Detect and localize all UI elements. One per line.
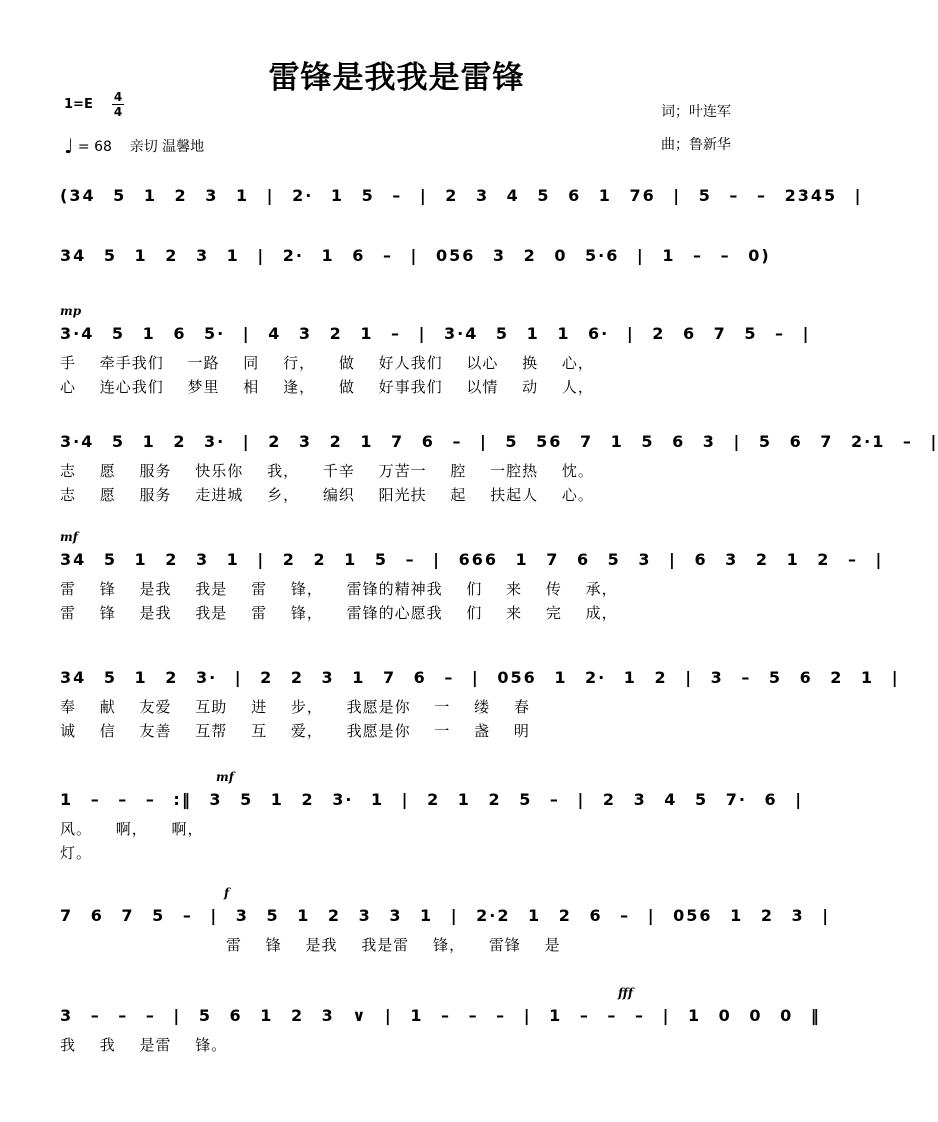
lyric-line-2: 诚 信 友善 互帮 互 爱， 我愿是你 一 盏 明 [60,722,530,740]
lyric-line-1: 雷 锋 是我 我是雷 锋， 雷锋 是 [226,936,561,954]
score-system [46,986,821,1110]
lyric-line-2: 志 愿 服务 走进城 乡， 编织 阳光扶 起 扶起人 心。 [60,486,594,504]
notation-line: 34 5 1 2 3 1 | 2 2 1 5 – | 666 1 7 6 5 3 | 6 3 2 1 2 – | [60,550,884,569]
notation-line: 3·4 5 1 2 3· | 2 3 2 1 7 6 – | 5 56 7 1 5 6 3 | 5 6 7 2·1 – | [60,432,938,451]
song-title: 雷锋是我我是雷锋 [268,60,525,96]
lyric-line-1: 风。 啊， 啊， [60,820,204,838]
dynamic-marking: mp [60,304,82,318]
notation-line: 3 – – – | 5 6 1 2 3 ∨ | 1 – – – | 1 – – – | 1 0 0 0 ‖ [60,1006,821,1025]
score-system [46,304,811,428]
lyric-line-1: 我 我 是雷 锋。 [60,1036,228,1054]
quarter-note-icon: ♩ [64,134,74,158]
score-system [46,426,938,536]
time-signature [112,90,124,119]
dynamic-marking: f [224,886,230,900]
score-system [46,662,900,772]
dynamic-marking: fff [618,986,634,1000]
meter-bottom: 4 [113,105,123,119]
composer-credit: 曲；鲁新华 [661,137,731,153]
key-signature: 1=E [64,97,93,112]
dynamic-marking: mf [60,530,78,544]
score-system [46,770,804,894]
tempo-value: = 68 [77,139,112,155]
notation-line: 34 5 1 2 3 1 | 2· 1 6 – | 056 3 2 0 5·6 | 1 – – 0) [60,246,771,265]
notation-line: 3·4 5 1 6 5· | 4 3 2 1 – | 3·4 5 1 1 6· | 2 6 7 5 – | [60,324,811,343]
score-system [46,530,884,654]
lyric-line-2: 心 连心我们 梦里 相 逢， 做 好事我们 以情 动 人， [60,378,594,396]
lyric-line-2: 灯。 [60,844,93,862]
lyric-line-1: 奉 献 友爱 互助 进 步， 我愿是你 一 缕 春 [60,698,530,716]
expression-text: 亲切 温馨地 [129,139,205,155]
lyric-line-1: 雷 锋 是我 我是 雷 锋， 雷锋的精神我 们 来 传 承， [60,580,618,598]
notation-line: (34 5 1 2 3 1 | 2· 1 5 – | 2 3 4 5 6 1 76 | 5 – – 2345 | [60,186,863,205]
notation-line: 1 – – – :‖ 3 5 1 2 3· 1 | 2 1 2 5 – | 2 3 4 5 7· 6 | [60,790,804,809]
notation-line: 7 6 7 5 – | 3 5 1 2 3 3 1 | 2·2 1 2 6 – | 056 1 2 3 | [60,906,831,925]
lyric-line-2: 雷 锋 是我 我是 雷 锋， 雷锋的心愿我 们 来 完 成， [60,604,618,622]
lyricist-credit: 词；叶连军 [661,104,731,120]
lyric-line-1: 志 愿 服务 快乐你 我， 千辛 万苦一 腔 一腔热 忱。 [60,462,594,480]
notation-line: 34 5 1 2 3· | 2 2 3 1 7 6 – | 056 1 2· 1 2 | 3 – 5 6 2 1 | [60,668,900,687]
tempo-marking [64,134,204,158]
meter-top: 4 [113,90,123,104]
lyric-line-1: 手 牵手我们 一路 同 行， 做 好人我们 以心 换 心， [60,354,594,372]
dynamic-marking: mf [216,770,234,784]
